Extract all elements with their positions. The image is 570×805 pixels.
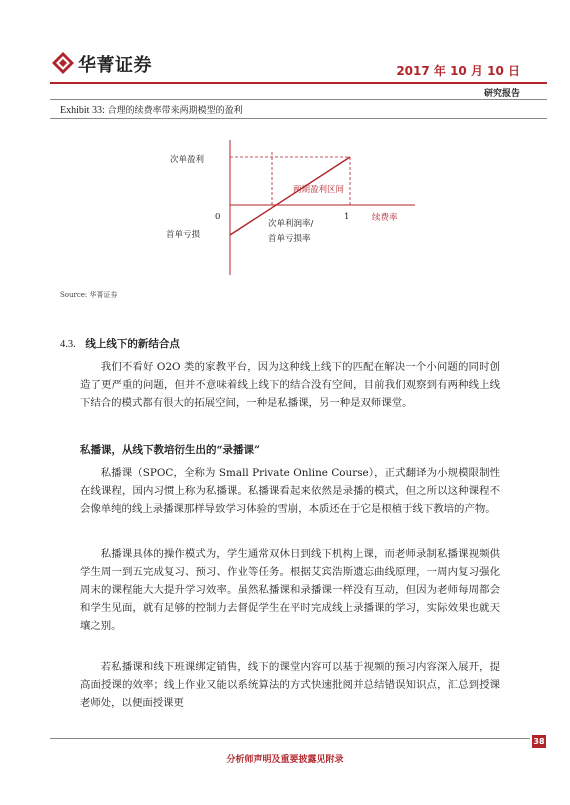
- report-date: 2017 年 10 月 10 日: [396, 64, 520, 78]
- section-number: 4.3.: [60, 339, 76, 350]
- document-type: 研究报告: [483, 89, 520, 99]
- x-axis-label: 续费率: [372, 213, 398, 223]
- section-title: 线上线下的新结合点: [85, 338, 180, 350]
- sub-heading: 私播课，从线下教培衍生出的“录播课”: [80, 444, 261, 456]
- header-divider: [50, 82, 547, 84]
- header-divider-thin: [50, 99, 547, 100]
- logo-icon: [52, 52, 74, 74]
- paragraph-1: 我们不看好 O2O 类的家教平台，因为这种线上线下的匹配在解决一个小问题的同时创造了更严重的问题，但并不意味着线上线下的结合没有空间，目前我们观察到有两种线上线下结合的模式都有很大的拓展空间，一种是私播课，另一种是双师课堂。: [80, 361, 500, 409]
- intercept-label-2: 首单亏损率: [268, 234, 311, 244]
- section-heading: [60, 336, 180, 351]
- page-number: 38: [533, 737, 545, 746]
- exhibit-label: Exhibit 33:: [60, 105, 105, 116]
- region-label: 两期盈利区间: [293, 185, 345, 195]
- x-tick-0: 0: [215, 212, 221, 222]
- chart-source: Source: 华菁证券: [60, 291, 118, 299]
- paragraph-4: 若私播课和线下班课绑定销售，线下的课堂内容可以基于视频的预习内容深入展开，提高面授课的效率；线上作业又能以系统算法的方式快速批阅并总结错误知识点，汇总到授课老师处，以便面授课更: [80, 661, 500, 709]
- footer-divider: [50, 738, 530, 739]
- y-top-label: 次单盈利: [170, 155, 205, 165]
- paragraph-3: 私播课具体的操作模式为，学生通常双休日到线下机构上课，而老师录制私播课视频供学生周一到五完成复习、预习、作业等任务。根据艾宾浩斯遗忘曲线原理，一周内复习强化周末的课程能大大提升学习效率。虽然私播课和录播课一样没有互动，但因为老师每周都会和学生见面，就有足够的控制力去督促学生在平时完成线上录播课的学习，实际效果也就天壤之别。: [80, 548, 500, 632]
- exhibit-divider: [50, 118, 547, 119]
- y-bottom-label: 首单亏损: [166, 230, 201, 240]
- paragraph-2: 私播课（SPOC，全称为 Small Private Online Course），正式翻译为小规模限制性在线课程，国内习惯上称为私播课。私播课看起来依然是录播的模式，但之所以这种课程不会像单纯的线上录播课那样导致学习体验的雪崩，本质还在于它是根植于线下教培的产物。: [80, 467, 500, 515]
- disclaimer-link[interactable]: 分析师声明及重要披露见附录: [226, 755, 344, 765]
- exhibit-title: 合理的续费率带来两期模型的盈利: [107, 106, 243, 116]
- x-tick-1: 1: [344, 212, 350, 222]
- profit-model-chart: [150, 130, 450, 280]
- exhibit-caption: [60, 103, 243, 116]
- company-logo-text: 华菁证券: [78, 55, 152, 76]
- intercept-label-1: 次单利润率/: [268, 219, 314, 229]
